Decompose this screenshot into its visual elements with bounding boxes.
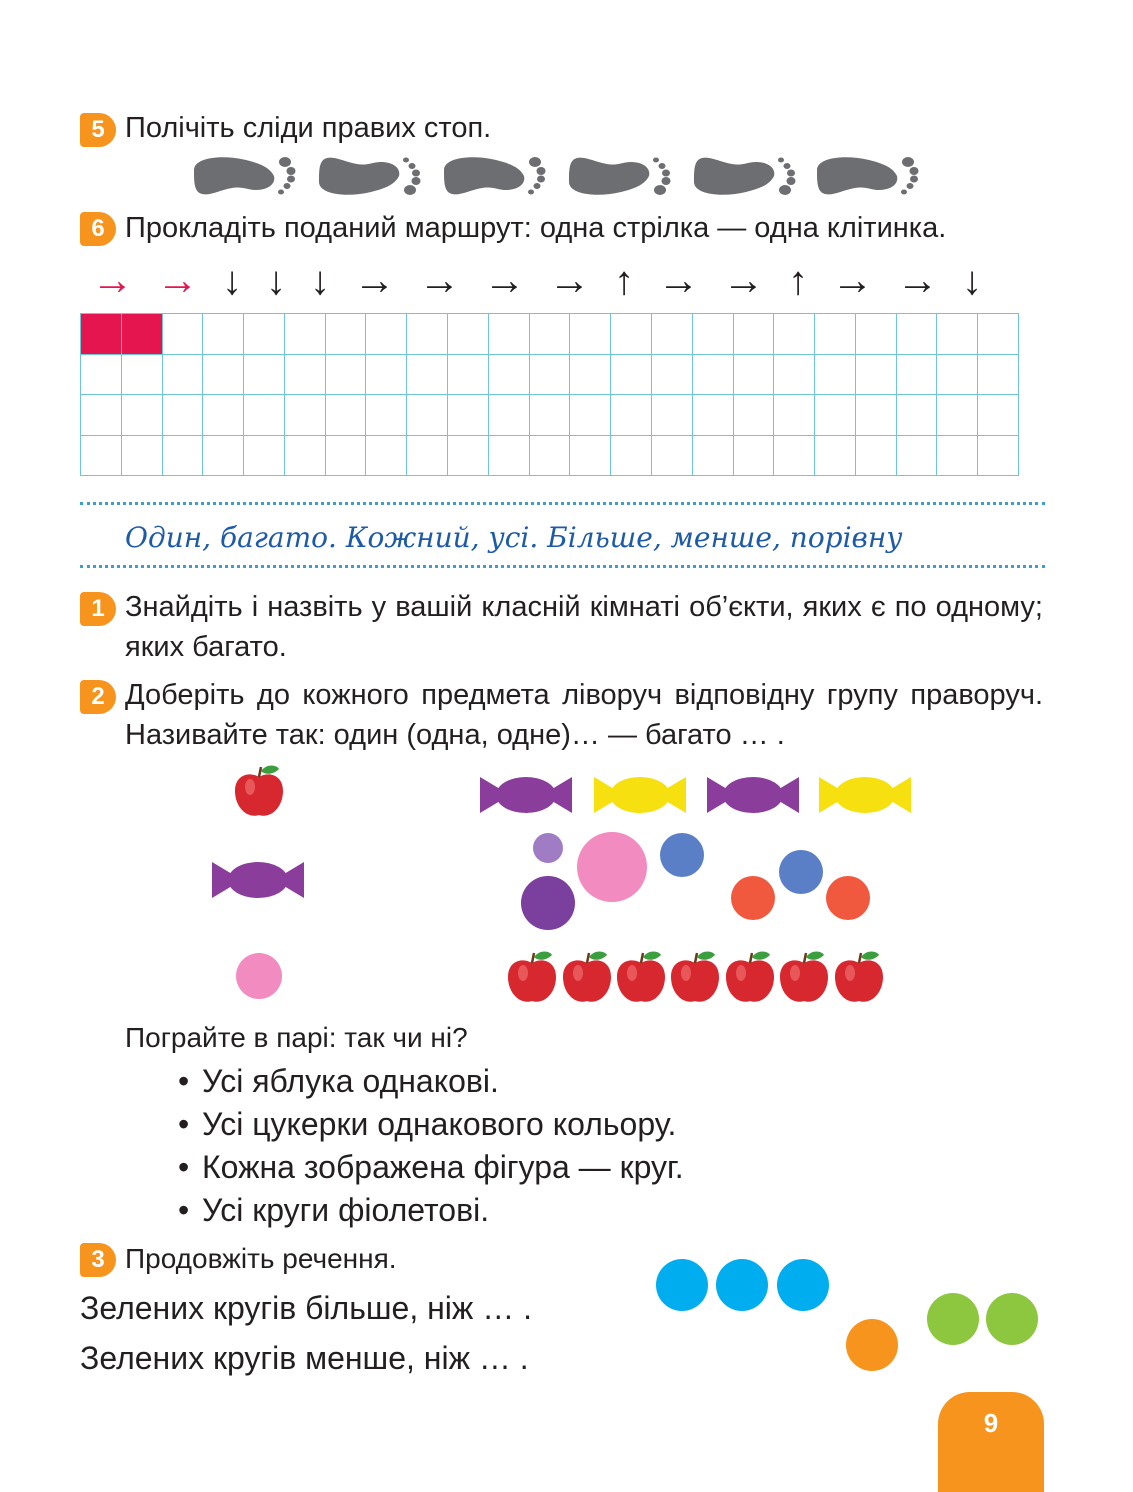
circle-shape	[236, 953, 282, 999]
grid-cell[interactable]	[285, 395, 326, 436]
task2-text: Доберіть до кожного предмета ліворуч відповідну групу праворуч. Називайте так: один (одна, одне)… — багато … .	[125, 679, 1043, 751]
grid-cell[interactable]	[326, 436, 367, 477]
candy-icon	[480, 777, 572, 813]
task-number-badge: 5	[80, 113, 116, 147]
grid-cell[interactable]	[774, 314, 815, 355]
statement-item	[178, 1146, 684, 1188]
grid-cell[interactable]	[693, 355, 734, 396]
route-arrows	[80, 254, 1030, 306]
game-prompt: Пограйте в парі: так чи ні?	[125, 1022, 468, 1053]
grid-cell[interactable]	[122, 395, 163, 436]
grid-cell[interactable]	[815, 314, 856, 355]
grid-cell[interactable]	[652, 314, 693, 355]
task3-text: Продовжіть речення.	[125, 1243, 397, 1274]
grid-cell[interactable]	[693, 436, 734, 477]
grid-cell[interactable]	[366, 355, 407, 396]
grid-cell[interactable]	[978, 355, 1019, 396]
grid-cell[interactable]	[122, 355, 163, 396]
grid-cell[interactable]	[937, 355, 978, 396]
grid-cell[interactable]	[244, 314, 285, 355]
route-arrow: →	[91, 256, 134, 303]
statement-text: Усі круги фіолетові.	[202, 1192, 490, 1228]
grid-cell[interactable]	[652, 395, 693, 436]
grid-cell[interactable]	[489, 436, 530, 477]
footprint-left-icon	[817, 157, 919, 195]
candy-icon	[819, 777, 911, 813]
route-arrow: →	[418, 256, 461, 303]
grid-cell[interactable]	[285, 436, 326, 477]
bullet-dot: •	[178, 1192, 190, 1228]
grid-cell[interactable]	[734, 314, 775, 355]
green-circle	[986, 1293, 1038, 1345]
route-arrow: →	[896, 256, 939, 303]
grid-cell[interactable]	[856, 355, 897, 396]
grid-cell[interactable]	[163, 436, 204, 477]
grid-cell[interactable]	[897, 395, 938, 436]
apple-icon	[671, 952, 719, 1002]
grid-cell[interactable]	[366, 395, 407, 436]
grid-cell[interactable]	[570, 436, 611, 477]
apple-icon	[235, 766, 283, 816]
route-arrow: →	[483, 256, 526, 303]
route-arrow: ↓	[266, 259, 286, 303]
matching-pictures	[195, 755, 925, 1015]
sentence-line: Зелених кругів більше, ніж … .	[80, 1290, 532, 1326]
circle-shape	[521, 876, 575, 930]
grid-cell[interactable]	[326, 355, 367, 396]
grid-cell[interactable]	[203, 314, 244, 355]
task-number-badge: 2	[80, 680, 116, 714]
grid-cell[interactable]	[244, 395, 285, 436]
apple-icon	[563, 952, 611, 1002]
footprints-row	[185, 150, 925, 200]
grid-cell[interactable]	[530, 395, 571, 436]
blue-circle	[656, 1259, 708, 1311]
apple-icon	[617, 952, 665, 1002]
circle-shape	[660, 833, 704, 877]
route-grid[interactable]	[80, 313, 1019, 476]
candy-icon	[707, 777, 799, 813]
grid-cell[interactable]	[407, 355, 448, 396]
grid-cell[interactable]	[570, 314, 611, 355]
grid-cell-filled[interactable]	[81, 314, 122, 355]
route-arrow: ↓	[222, 259, 242, 303]
task-number-badge: 6	[80, 212, 116, 246]
grid-cell[interactable]	[81, 395, 122, 436]
blue-circle	[777, 1259, 829, 1311]
grid-cell[interactable]	[611, 314, 652, 355]
statement-item	[178, 1060, 499, 1102]
grid-cell[interactable]	[856, 436, 897, 477]
grid-cell[interactable]	[734, 436, 775, 477]
grid-cell[interactable]	[611, 436, 652, 477]
statement-item	[178, 1103, 676, 1145]
grid-cell[interactable]	[366, 314, 407, 355]
orange-circle	[846, 1319, 898, 1371]
grid-cell[interactable]	[407, 436, 448, 477]
grid-cell[interactable]	[897, 355, 938, 396]
grid-cell[interactable]	[203, 355, 244, 396]
task5-text: Полічіть сліди правих стоп.	[125, 112, 492, 144]
grid-cell[interactable]	[489, 355, 530, 396]
grid-cell[interactable]	[163, 355, 204, 396]
grid-cell[interactable]	[652, 355, 693, 396]
route-arrow: ↑	[788, 259, 808, 303]
grid-cell[interactable]	[244, 436, 285, 477]
circle-shape	[731, 876, 775, 920]
statement-text: Кожна зображена фігура — круг.	[202, 1149, 684, 1185]
grid-cell[interactable]	[366, 436, 407, 477]
grid-cell[interactable]	[448, 314, 489, 355]
route-arrow: →	[831, 256, 874, 303]
grid-cell[interactable]	[978, 395, 1019, 436]
circle-shape	[533, 833, 563, 863]
route-arrow: ↑	[614, 259, 634, 303]
grid-cell[interactable]	[978, 436, 1019, 477]
grid-cell[interactable]	[815, 395, 856, 436]
grid-cell[interactable]	[897, 436, 938, 477]
bullet-dot: •	[178, 1063, 190, 1099]
grid-cell[interactable]	[81, 355, 122, 396]
statement-item	[178, 1189, 489, 1231]
route-arrow: →	[156, 256, 199, 303]
grid-cell[interactable]	[530, 355, 571, 396]
grid-cell[interactable]	[530, 436, 571, 477]
grid-cell[interactable]	[530, 314, 571, 355]
grid-cell[interactable]	[326, 395, 367, 436]
grid-cell[interactable]	[611, 395, 652, 436]
page-number: 9	[938, 1392, 1044, 1492]
task6-text: Прокладіть поданий маршрут: одна стрілка — одна клітинка.	[125, 212, 947, 244]
grid-cell[interactable]	[937, 395, 978, 436]
route-arrow: →	[657, 256, 700, 303]
candy-icon	[212, 862, 304, 898]
grid-cell[interactable]	[285, 314, 326, 355]
task-number-badge: 1	[80, 592, 116, 626]
grid-cell[interactable]	[937, 314, 978, 355]
candy-icon	[594, 777, 686, 813]
task-number-badge: 3	[80, 1243, 116, 1277]
route-arrow: ↓	[310, 259, 330, 303]
grid-cell[interactable]	[693, 314, 734, 355]
route-arrow: →	[353, 256, 396, 303]
grid-cell[interactable]	[693, 395, 734, 436]
task1-text: Знайдіть і назвіть у вашій класній кімнаті об’єкти, яких є по одному; яких багато.	[125, 591, 1043, 663]
grid-cell[interactable]	[489, 314, 530, 355]
grid-cell-filled[interactable]	[122, 314, 163, 355]
dotted-divider	[80, 565, 1045, 568]
grid-cell[interactable]	[856, 395, 897, 436]
footprint-right-icon	[319, 158, 421, 196]
grid-cell[interactable]	[203, 436, 244, 477]
footprint-left-icon	[444, 157, 546, 195]
grid-cell[interactable]	[448, 436, 489, 477]
section-heading: Один, багато. Кожний, усі. Більше, менше, порівну	[125, 521, 903, 554]
grid-cell[interactable]	[611, 355, 652, 396]
grid-cell[interactable]	[815, 355, 856, 396]
blue-circle	[716, 1259, 768, 1311]
grid-cell[interactable]	[734, 355, 775, 396]
route-arrow: ↓	[962, 259, 982, 303]
grid-cell[interactable]	[978, 314, 1019, 355]
grid-cell[interactable]	[448, 395, 489, 436]
bullet-dot: •	[178, 1149, 190, 1185]
grid-cell[interactable]	[489, 395, 530, 436]
grid-cell[interactable]	[163, 395, 204, 436]
grid-cell[interactable]	[407, 314, 448, 355]
statement-text: Усі яблука однакові.	[202, 1063, 499, 1099]
grid-cell[interactable]	[81, 436, 122, 477]
apple-icon	[835, 952, 883, 1002]
footprint-left-icon	[194, 157, 296, 195]
route-arrow: →	[548, 256, 591, 303]
grid-cell[interactable]	[448, 355, 489, 396]
apple-icon	[780, 952, 828, 1002]
grid-cell[interactable]	[244, 355, 285, 396]
green-circle	[927, 1293, 979, 1345]
dotted-divider	[80, 502, 1045, 505]
circle-shape	[779, 850, 823, 894]
grid-cell[interactable]	[570, 395, 611, 436]
footprint-right-icon	[569, 158, 671, 196]
grid-cell[interactable]	[203, 395, 244, 436]
grid-cell[interactable]	[163, 314, 204, 355]
grid-cell[interactable]	[774, 436, 815, 477]
sentence-line: Зелених кругів менше, ніж … .	[80, 1340, 529, 1376]
grid-cell[interactable]	[734, 395, 775, 436]
grid-cell[interactable]	[856, 314, 897, 355]
statement-text: Усі цукерки однакового кольору.	[202, 1106, 677, 1142]
grid-cell[interactable]	[285, 355, 326, 396]
bullet-dot: •	[178, 1106, 190, 1142]
apple-icon	[508, 952, 556, 1002]
grid-cell[interactable]	[774, 395, 815, 436]
route-arrow: →	[722, 256, 765, 303]
footprint-right-icon	[694, 158, 796, 196]
grid-cell[interactable]	[937, 436, 978, 477]
grid-cell[interactable]	[815, 436, 856, 477]
compare-circles	[650, 1255, 1050, 1385]
apple-icon	[726, 952, 774, 1002]
circle-shape	[577, 832, 647, 902]
grid-cell[interactable]	[897, 314, 938, 355]
grid-cell[interactable]	[774, 355, 815, 396]
grid-cell[interactable]	[570, 355, 611, 396]
circle-shape	[826, 876, 870, 920]
grid-cell[interactable]	[122, 436, 163, 477]
grid-cell[interactable]	[407, 395, 448, 436]
grid-cell[interactable]	[326, 314, 367, 355]
grid-cell[interactable]	[652, 436, 693, 477]
